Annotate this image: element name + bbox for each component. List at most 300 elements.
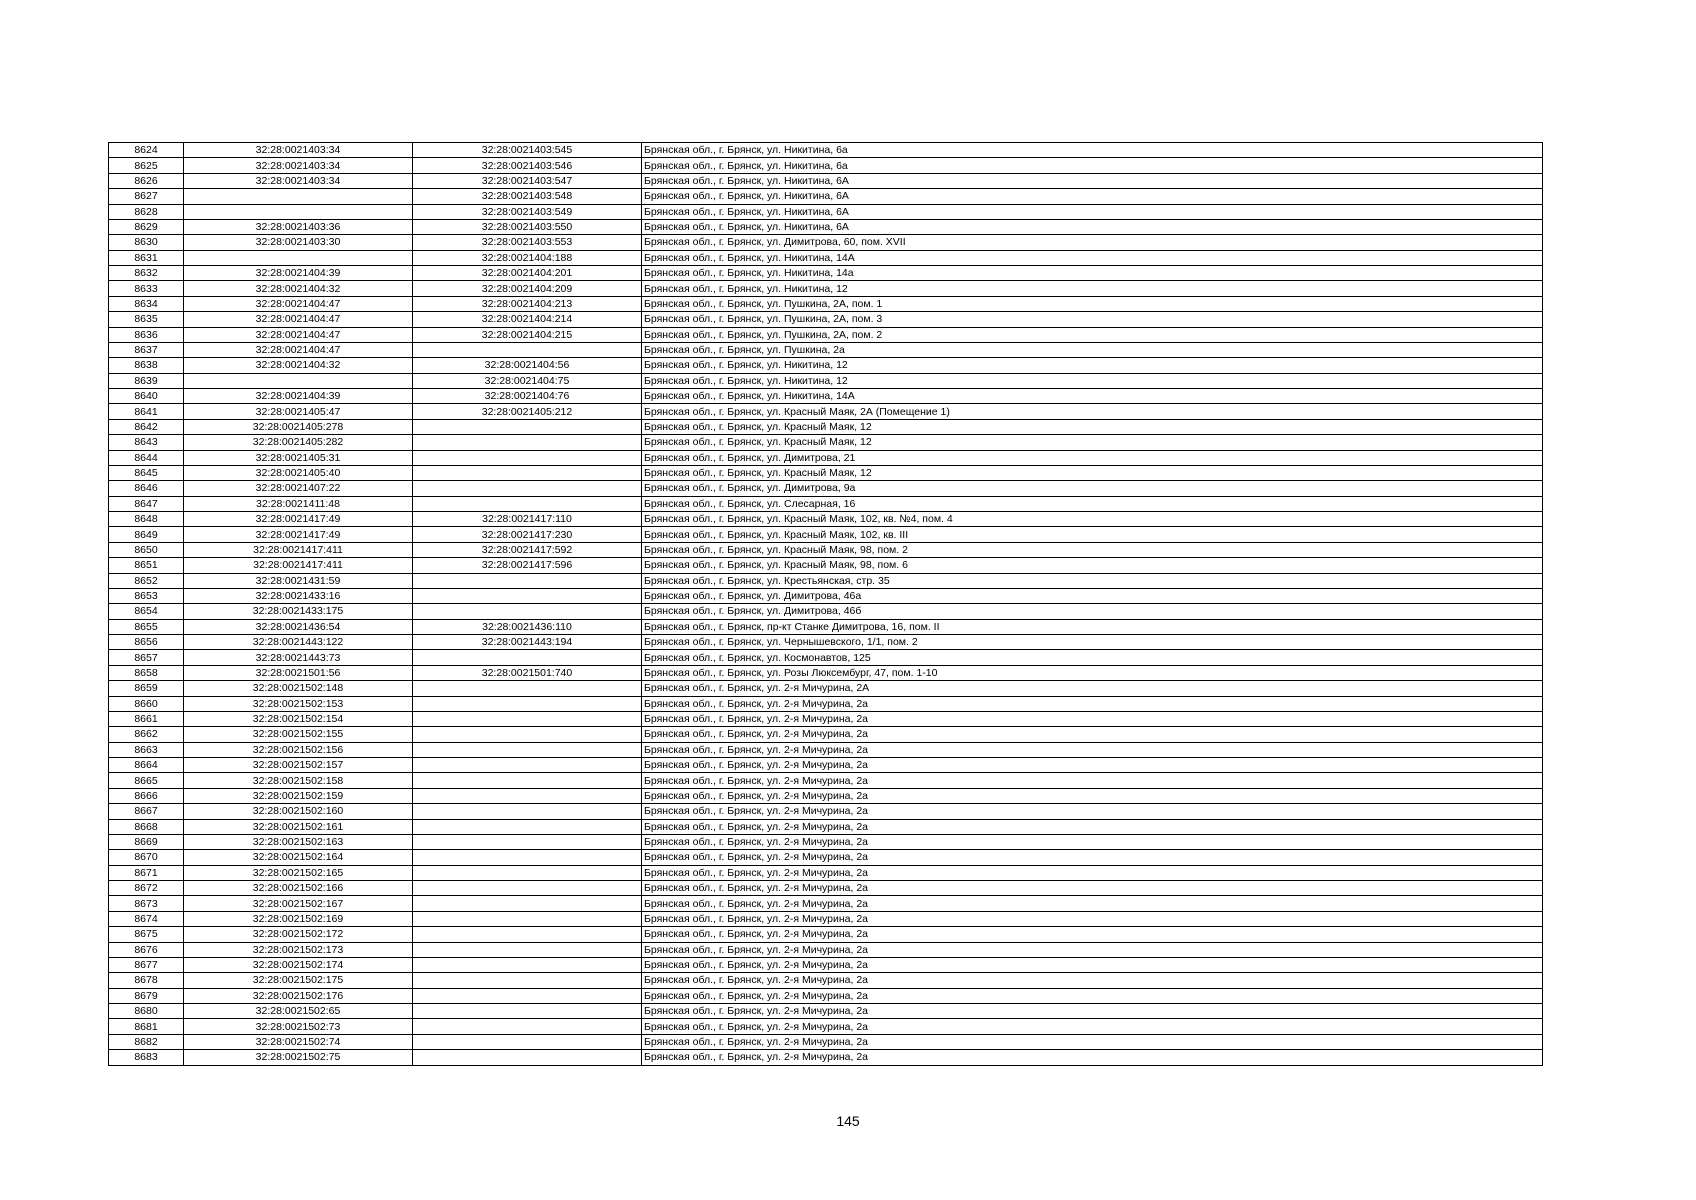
object-number-cell xyxy=(413,450,642,465)
table-row xyxy=(109,527,1543,542)
parcel-number-cell: 32:28:0021502:74 xyxy=(184,1034,413,1049)
object-number-cell xyxy=(413,496,642,511)
row-number-cell: 8653 xyxy=(109,588,184,603)
parcel-number-cell: 32:28:0021502:167 xyxy=(184,896,413,911)
row-number-cell: 8636 xyxy=(109,327,184,342)
table-row xyxy=(109,865,1543,880)
row-number-cell: 8633 xyxy=(109,281,184,296)
address-cell: Брянская обл., г. Брянск, ул. 2-я Мичурина, 2а xyxy=(642,696,1543,711)
row-number-cell: 8645 xyxy=(109,465,184,480)
address-cell: Брянская обл., г. Брянск, ул. 2-я Мичурина, 2а xyxy=(642,819,1543,834)
row-number-cell: 8654 xyxy=(109,604,184,619)
parcel-number-cell: 32:28:0021417:411 xyxy=(184,542,413,557)
address-cell: Брянская обл., г. Брянск, ул. Розы Люксембург, 47, пом. 1-10 xyxy=(642,665,1543,680)
table-row xyxy=(109,804,1543,819)
object-number-cell xyxy=(413,435,642,450)
address-cell: Брянская обл., г. Брянск, ул. Чернышевского, 1/1, пом. 2 xyxy=(642,635,1543,650)
row-number-cell: 8676 xyxy=(109,942,184,957)
object-number-cell xyxy=(413,481,642,496)
parcel-number-cell: 32:28:0021443:122 xyxy=(184,635,413,650)
parcel-number-cell: 32:28:0021404:32 xyxy=(184,281,413,296)
parcel-number-cell: 32:28:0021502:156 xyxy=(184,742,413,757)
row-number-cell: 8648 xyxy=(109,512,184,527)
row-number-cell: 8669 xyxy=(109,834,184,849)
object-number-cell xyxy=(413,819,642,834)
address-cell: Брянская обл., г. Брянск, ул. Никитина, 12 xyxy=(642,358,1543,373)
row-number-cell: 8668 xyxy=(109,819,184,834)
address-cell: Брянская обл., г. Брянск, ул. 2-я Мичурина, 2а xyxy=(642,973,1543,988)
address-cell: Брянская обл., г. Брянск, ул. Димитрова, 21 xyxy=(642,450,1543,465)
object-number-cell: 32:28:0021403:547 xyxy=(413,173,642,188)
object-number-cell xyxy=(413,588,642,603)
object-number-cell xyxy=(413,1019,642,1034)
table-row xyxy=(109,911,1543,926)
address-cell: Брянская обл., г. Брянск, ул. Красный Маяк, 12 xyxy=(642,419,1543,434)
object-number-cell: 32:28:0021404:215 xyxy=(413,327,642,342)
address-cell: Брянская обл., г. Брянск, ул. Пушкина, 2А, пом. 1 xyxy=(642,296,1543,311)
table-row xyxy=(109,758,1543,773)
table-row xyxy=(109,650,1543,665)
object-number-cell xyxy=(413,850,642,865)
row-number-cell: 8674 xyxy=(109,911,184,926)
address-cell: Брянская обл., г. Брянск, ул. Пушкина, 2А, пом. 3 xyxy=(642,312,1543,327)
row-number-cell: 8659 xyxy=(109,681,184,696)
parcel-number-cell: 32:28:0021405:278 xyxy=(184,419,413,434)
object-number-cell: 32:28:0021403:548 xyxy=(413,189,642,204)
parcel-number-cell: 32:28:0021502:173 xyxy=(184,942,413,957)
row-number-cell: 8662 xyxy=(109,727,184,742)
row-number-cell: 8641 xyxy=(109,404,184,419)
parcel-number-cell: 32:28:0021404:32 xyxy=(184,358,413,373)
table-row xyxy=(109,358,1543,373)
parcel-number-cell: 32:28:0021417:49 xyxy=(184,512,413,527)
object-number-cell: 32:28:0021403:550 xyxy=(413,219,642,234)
row-number-cell: 8656 xyxy=(109,635,184,650)
row-number-cell: 8638 xyxy=(109,358,184,373)
address-cell: Брянская обл., г. Брянск, ул. Никитина, 14а xyxy=(642,266,1543,281)
parcel-number-cell: 32:28:0021501:56 xyxy=(184,665,413,680)
row-number-cell: 8637 xyxy=(109,342,184,357)
table-row xyxy=(109,481,1543,496)
address-cell: Брянская обл., г. Брянск, ул. 2-я Мичурина, 2А xyxy=(642,681,1543,696)
table-row xyxy=(109,1019,1543,1034)
table-row xyxy=(109,404,1543,419)
row-number-cell: 8643 xyxy=(109,435,184,450)
address-cell: Брянская обл., г. Брянск, ул. Никитина, 6А xyxy=(642,219,1543,234)
parcel-number-cell: 32:28:0021403:36 xyxy=(184,219,413,234)
row-number-cell: 8678 xyxy=(109,973,184,988)
address-cell: Брянская обл., г. Брянск, ул. Никитина, 6А xyxy=(642,173,1543,188)
row-number-cell: 8647 xyxy=(109,496,184,511)
parcel-number-cell: 32:28:0021404:39 xyxy=(184,266,413,281)
table-row xyxy=(109,235,1543,250)
parcel-number-cell: 32:28:0021417:49 xyxy=(184,527,413,542)
address-cell: Брянская обл., г. Брянск, ул. 2-я Мичурина, 2а xyxy=(642,988,1543,1003)
object-number-cell xyxy=(413,758,642,773)
object-number-cell: 32:28:0021404:76 xyxy=(413,389,642,404)
address-cell: Брянская обл., г. Брянск, ул. 2-я Мичурина, 2а xyxy=(642,1004,1543,1019)
row-number-cell: 8661 xyxy=(109,711,184,726)
parcel-number-cell: 32:28:0021436:54 xyxy=(184,619,413,634)
parcel-number-cell: 32:28:0021502:73 xyxy=(184,1019,413,1034)
table-row xyxy=(109,988,1543,1003)
parcel-number-cell: 32:28:0021433:16 xyxy=(184,588,413,603)
parcel-number-cell: 32:28:0021405:47 xyxy=(184,404,413,419)
parcel-number-cell: 32:28:0021502:155 xyxy=(184,727,413,742)
address-cell: Брянская обл., г. Брянск, ул. Пушкина, 2а xyxy=(642,342,1543,357)
row-number-cell: 8673 xyxy=(109,896,184,911)
parcel-number-cell: 32:28:0021502:172 xyxy=(184,927,413,942)
address-cell: Брянская обл., г. Брянск, ул. Крестьянская, стр. 35 xyxy=(642,573,1543,588)
parcel-number-cell: 32:28:0021502:148 xyxy=(184,681,413,696)
address-cell: Брянская обл., г. Брянск, ул. Красный Маяк, 98, пом. 2 xyxy=(642,542,1543,557)
table-row xyxy=(109,1034,1543,1049)
table-row xyxy=(109,619,1543,634)
object-number-cell xyxy=(413,727,642,742)
address-cell: Брянская обл., г. Брянск, ул. Димитрова, 9а xyxy=(642,481,1543,496)
row-number-cell: 8672 xyxy=(109,881,184,896)
parcel-number-cell: 32:28:0021502:166 xyxy=(184,881,413,896)
parcel-number-cell xyxy=(184,373,413,388)
object-number-cell xyxy=(413,927,642,942)
address-cell: Брянская обл., г. Брянск, ул. 2-я Мичурина, 2а xyxy=(642,742,1543,757)
row-number-cell: 8675 xyxy=(109,927,184,942)
object-number-cell: 32:28:0021404:213 xyxy=(413,296,642,311)
address-cell: Брянская обл., г. Брянск, ул. 2-я Мичурина, 2а xyxy=(642,911,1543,926)
address-cell: Брянская обл., г. Брянск, ул. 2-я Мичурина, 2а xyxy=(642,957,1543,972)
table-row xyxy=(109,665,1543,680)
row-number-cell: 8640 xyxy=(109,389,184,404)
row-number-cell: 8655 xyxy=(109,619,184,634)
address-cell: Брянская обл., г. Брянск, ул. Красный Маяк, 2А (Помещение 1) xyxy=(642,404,1543,419)
table-row xyxy=(109,143,1543,158)
table-row xyxy=(109,342,1543,357)
table-row xyxy=(109,389,1543,404)
address-cell: Брянская обл., г. Брянск, ул. Никитина, 14А xyxy=(642,250,1543,265)
table-row xyxy=(109,711,1543,726)
parcel-number-cell: 32:28:0021407:22 xyxy=(184,481,413,496)
table-row xyxy=(109,558,1543,573)
parcel-number-cell xyxy=(184,189,413,204)
row-number-cell: 8665 xyxy=(109,773,184,788)
row-number-cell: 8670 xyxy=(109,850,184,865)
object-number-cell: 32:28:0021403:553 xyxy=(413,235,642,250)
object-number-cell xyxy=(413,865,642,880)
table-row xyxy=(109,850,1543,865)
parcel-number-cell xyxy=(184,204,413,219)
address-cell: Брянская обл., г. Брянск, ул. Слесарная, 16 xyxy=(642,496,1543,511)
row-number-cell: 8663 xyxy=(109,742,184,757)
object-number-cell xyxy=(413,942,642,957)
object-number-cell xyxy=(413,465,642,480)
address-cell: Брянская обл., г. Брянск, ул. Никитина, 12 xyxy=(642,373,1543,388)
table-row xyxy=(109,927,1543,942)
address-cell: Брянская обл., г. Брянск, ул. 2-я Мичурина, 2а xyxy=(642,942,1543,957)
parcel-number-cell: 32:28:0021502:160 xyxy=(184,804,413,819)
parcel-number-cell: 32:28:0021404:47 xyxy=(184,312,413,327)
table-body xyxy=(109,143,1543,1066)
address-cell: Брянская обл., г. Брянск, ул. 2-я Мичурина, 2а xyxy=(642,758,1543,773)
parcel-number-cell: 32:28:0021502:157 xyxy=(184,758,413,773)
table-row xyxy=(109,773,1543,788)
parcel-number-cell: 32:28:0021417:411 xyxy=(184,558,413,573)
object-number-cell xyxy=(413,834,642,849)
parcel-number-cell: 32:28:0021502:154 xyxy=(184,711,413,726)
row-number-cell: 8642 xyxy=(109,419,184,434)
row-number-cell: 8671 xyxy=(109,865,184,880)
table-row xyxy=(109,450,1543,465)
object-number-cell: 32:28:0021436:110 xyxy=(413,619,642,634)
row-number-cell: 8626 xyxy=(109,173,184,188)
address-cell: Брянская обл., г. Брянск, ул. Никитина, 6а xyxy=(642,158,1543,173)
parcel-number-cell: 32:28:0021502:174 xyxy=(184,957,413,972)
object-number-cell xyxy=(413,604,642,619)
row-number-cell: 8629 xyxy=(109,219,184,234)
row-number-cell: 8639 xyxy=(109,373,184,388)
object-number-cell: 32:28:0021404:209 xyxy=(413,281,642,296)
row-number-cell: 8650 xyxy=(109,542,184,557)
address-cell: Брянская обл., г. Брянск, ул. 2-я Мичурина, 2а xyxy=(642,896,1543,911)
address-cell: Брянская обл., г. Брянск, ул. Никитина, 14А xyxy=(642,389,1543,404)
address-cell: Брянская обл., г. Брянск, ул. 2-я Мичурина, 2а xyxy=(642,788,1543,803)
table-row xyxy=(109,281,1543,296)
parcel-number-cell: 32:28:0021403:30 xyxy=(184,235,413,250)
parcel-number-cell: 32:28:0021405:40 xyxy=(184,465,413,480)
object-number-cell: 32:28:0021403:545 xyxy=(413,143,642,158)
row-number-cell: 8681 xyxy=(109,1019,184,1034)
table-row xyxy=(109,158,1543,173)
parcel-number-cell: 32:28:0021403:34 xyxy=(184,143,413,158)
object-number-cell xyxy=(413,804,642,819)
address-cell: Брянская обл., г. Брянск, ул. 2-я Мичурина, 2а xyxy=(642,1019,1543,1034)
row-number-cell: 8660 xyxy=(109,696,184,711)
address-cell: Брянская обл., г. Брянск, ул. Никитина, 6А xyxy=(642,189,1543,204)
address-cell: Брянская обл., г. Брянск, ул. 2-я Мичурина, 2а xyxy=(642,1050,1543,1065)
table-row xyxy=(109,834,1543,849)
object-number-cell xyxy=(413,419,642,434)
row-number-cell: 8625 xyxy=(109,158,184,173)
parcel-number-cell: 32:28:0021502:175 xyxy=(184,973,413,988)
object-number-cell: 32:28:0021404:201 xyxy=(413,266,642,281)
table-row xyxy=(109,435,1543,450)
row-number-cell: 8657 xyxy=(109,650,184,665)
parcel-number-cell: 32:28:0021404:47 xyxy=(184,342,413,357)
address-cell: Брянская обл., г. Брянск, ул. Красный Маяк, 102, кв. III xyxy=(642,527,1543,542)
row-number-cell: 8658 xyxy=(109,665,184,680)
parcel-number-cell: 32:28:0021403:34 xyxy=(184,173,413,188)
address-cell: Брянская обл., г. Брянск, пр-кт Станке Димитрова, 16, пом. II xyxy=(642,619,1543,634)
object-number-cell xyxy=(413,988,642,1003)
object-number-cell xyxy=(413,1004,642,1019)
parcel-number-cell: 32:28:0021502:176 xyxy=(184,988,413,1003)
object-number-cell: 32:28:0021403:546 xyxy=(413,158,642,173)
address-cell: Брянская обл., г. Брянск, ул. 2-я Мичурина, 2а xyxy=(642,727,1543,742)
table-row xyxy=(109,250,1543,265)
table-row xyxy=(109,219,1543,234)
address-cell: Брянская обл., г. Брянск, ул. 2-я Мичурина, 2а xyxy=(642,850,1543,865)
table-row xyxy=(109,204,1543,219)
row-number-cell: 8664 xyxy=(109,758,184,773)
address-cell: Брянская обл., г. Брянск, ул. Никитина, 6а xyxy=(642,143,1543,158)
row-number-cell: 8634 xyxy=(109,296,184,311)
object-number-cell: 32:28:0021403:549 xyxy=(413,204,642,219)
parcel-number-cell: 32:28:0021433:175 xyxy=(184,604,413,619)
object-number-cell xyxy=(413,911,642,926)
object-number-cell xyxy=(413,957,642,972)
table-row xyxy=(109,742,1543,757)
row-number-cell: 8649 xyxy=(109,527,184,542)
table-row xyxy=(109,896,1543,911)
address-cell: Брянская обл., г. Брянск, ул. Пушкина, 2А, пом. 2 xyxy=(642,327,1543,342)
table-row xyxy=(109,1004,1543,1019)
row-number-cell: 8627 xyxy=(109,189,184,204)
address-cell: Брянская обл., г. Брянск, ул. Никитина, 6А xyxy=(642,204,1543,219)
parcel-number-cell: 32:28:0021404:39 xyxy=(184,389,413,404)
address-cell: Брянская обл., г. Брянск, ул. 2-я Мичурина, 2а xyxy=(642,711,1543,726)
table-row xyxy=(109,1050,1543,1065)
row-number-cell: 8628 xyxy=(109,204,184,219)
address-cell: Брянская обл., г. Брянск, ул. Димитрова, 60, пом. XVII xyxy=(642,235,1543,250)
object-number-cell: 32:28:0021417:596 xyxy=(413,558,642,573)
object-number-cell: 32:28:0021404:56 xyxy=(413,358,642,373)
address-cell: Брянская обл., г. Брянск, ул. 2-я Мичурина, 2а xyxy=(642,881,1543,896)
object-number-cell: 32:28:0021501:740 xyxy=(413,665,642,680)
address-cell: Брянская обл., г. Брянск, ул. Красный Маяк, 12 xyxy=(642,435,1543,450)
object-number-cell xyxy=(413,681,642,696)
object-number-cell: 32:28:0021405:212 xyxy=(413,404,642,419)
table-row xyxy=(109,819,1543,834)
address-cell: Брянская обл., г. Брянск, ул. 2-я Мичурина, 2а xyxy=(642,834,1543,849)
address-cell: Брянская обл., г. Брянск, ул. 2-я Мичурина, 2а xyxy=(642,773,1543,788)
object-number-cell: 32:28:0021417:110 xyxy=(413,512,642,527)
parcel-number-cell: 32:28:0021502:164 xyxy=(184,850,413,865)
parcel-number-cell: 32:28:0021411:48 xyxy=(184,496,413,511)
object-number-cell: 32:28:0021443:194 xyxy=(413,635,642,650)
object-number-cell xyxy=(413,1034,642,1049)
table-row xyxy=(109,788,1543,803)
row-number-cell: 8624 xyxy=(109,143,184,158)
address-cell: Брянская обл., г. Брянск, ул. Красный Маяк, 102, кв. №4, пом. 4 xyxy=(642,512,1543,527)
parcel-number-cell: 32:28:0021502:161 xyxy=(184,819,413,834)
row-number-cell: 8667 xyxy=(109,804,184,819)
row-number-cell: 8651 xyxy=(109,558,184,573)
address-cell: Брянская обл., г. Брянск, ул. Димитрова, 46а xyxy=(642,588,1543,603)
parcel-number-cell: 32:28:0021502:169 xyxy=(184,911,413,926)
table-row xyxy=(109,512,1543,527)
address-cell: Брянская обл., г. Брянск, ул. Красный Маяк, 12 xyxy=(642,465,1543,480)
object-number-cell xyxy=(413,342,642,357)
table-row xyxy=(109,327,1543,342)
table-row xyxy=(109,957,1543,972)
parcel-number-cell: 32:28:0021502:163 xyxy=(184,834,413,849)
table-row xyxy=(109,881,1543,896)
table-row xyxy=(109,681,1543,696)
table-row xyxy=(109,635,1543,650)
page-number: 145 xyxy=(836,1113,860,1129)
table-row xyxy=(109,373,1543,388)
address-cell: Брянская обл., г. Брянск, ул. Димитрова, 46б xyxy=(642,604,1543,619)
object-number-cell xyxy=(413,881,642,896)
address-cell: Брянская обл., г. Брянск, ул. Космонавтов, 125 xyxy=(642,650,1543,665)
table-row xyxy=(109,588,1543,603)
object-number-cell xyxy=(413,696,642,711)
table-row xyxy=(109,973,1543,988)
row-number-cell: 8682 xyxy=(109,1034,184,1049)
address-cell: Брянская обл., г. Брянск, ул. 2-я Мичурина, 2а xyxy=(642,1034,1543,1049)
parcel-number-cell xyxy=(184,250,413,265)
object-number-cell: 32:28:0021417:592 xyxy=(413,542,642,557)
parcel-number-cell: 32:28:0021502:153 xyxy=(184,696,413,711)
parcel-number-cell: 32:28:0021431:59 xyxy=(184,573,413,588)
object-number-cell: 32:28:0021404:75 xyxy=(413,373,642,388)
parcel-number-cell: 32:28:0021502:65 xyxy=(184,1004,413,1019)
row-number-cell: 8644 xyxy=(109,450,184,465)
table-row xyxy=(109,496,1543,511)
row-number-cell: 8632 xyxy=(109,266,184,281)
object-number-cell: 32:28:0021404:188 xyxy=(413,250,642,265)
table-row xyxy=(109,604,1543,619)
table-row xyxy=(109,573,1543,588)
row-number-cell: 8630 xyxy=(109,235,184,250)
object-number-cell: 32:28:0021404:214 xyxy=(413,312,642,327)
row-number-cell: 8666 xyxy=(109,788,184,803)
row-number-cell: 8677 xyxy=(109,957,184,972)
row-number-cell: 8635 xyxy=(109,312,184,327)
object-number-cell xyxy=(413,573,642,588)
object-number-cell xyxy=(413,973,642,988)
table-row xyxy=(109,942,1543,957)
address-cell: Брянская обл., г. Брянск, ул. 2-я Мичурина, 2а xyxy=(642,804,1543,819)
table-row xyxy=(109,189,1543,204)
row-number-cell: 8646 xyxy=(109,481,184,496)
row-number-cell: 8631 xyxy=(109,250,184,265)
object-number-cell xyxy=(413,788,642,803)
row-number-cell: 8683 xyxy=(109,1050,184,1065)
object-number-cell xyxy=(413,742,642,757)
parcel-number-cell: 32:28:0021405:31 xyxy=(184,450,413,465)
parcel-number-cell: 32:28:0021502:165 xyxy=(184,865,413,880)
table-row xyxy=(109,296,1543,311)
parcel-number-cell: 32:28:0021502:159 xyxy=(184,788,413,803)
table-row xyxy=(109,266,1543,281)
object-number-cell: 32:28:0021417:230 xyxy=(413,527,642,542)
object-number-cell xyxy=(413,650,642,665)
parcel-number-cell: 32:28:0021403:34 xyxy=(184,158,413,173)
parcel-number-cell: 32:28:0021502:158 xyxy=(184,773,413,788)
parcel-number-cell: 32:28:0021404:47 xyxy=(184,296,413,311)
row-number-cell: 8680 xyxy=(109,1004,184,1019)
parcel-number-cell: 32:28:0021405:282 xyxy=(184,435,413,450)
parcel-number-cell: 32:28:0021404:47 xyxy=(184,327,413,342)
row-number-cell: 8679 xyxy=(109,988,184,1003)
address-cell: Брянская обл., г. Брянск, ул. Никитина, 12 xyxy=(642,281,1543,296)
address-cell: Брянская обл., г. Брянск, ул. 2-я Мичурина, 2а xyxy=(642,865,1543,880)
object-number-cell xyxy=(413,773,642,788)
object-number-cell xyxy=(413,711,642,726)
registry-table xyxy=(108,142,1543,1066)
row-number-cell: 8652 xyxy=(109,573,184,588)
table-row xyxy=(109,465,1543,480)
object-number-cell xyxy=(413,896,642,911)
parcel-number-cell: 32:28:0021443:73 xyxy=(184,650,413,665)
parcel-number-cell: 32:28:0021502:75 xyxy=(184,1050,413,1065)
address-cell: Брянская обл., г. Брянск, ул. Красный Маяк, 98, пом. 6 xyxy=(642,558,1543,573)
object-number-cell xyxy=(413,1050,642,1065)
table-row xyxy=(109,173,1543,188)
table-row xyxy=(109,696,1543,711)
table-row xyxy=(109,727,1543,742)
table-row xyxy=(109,312,1543,327)
